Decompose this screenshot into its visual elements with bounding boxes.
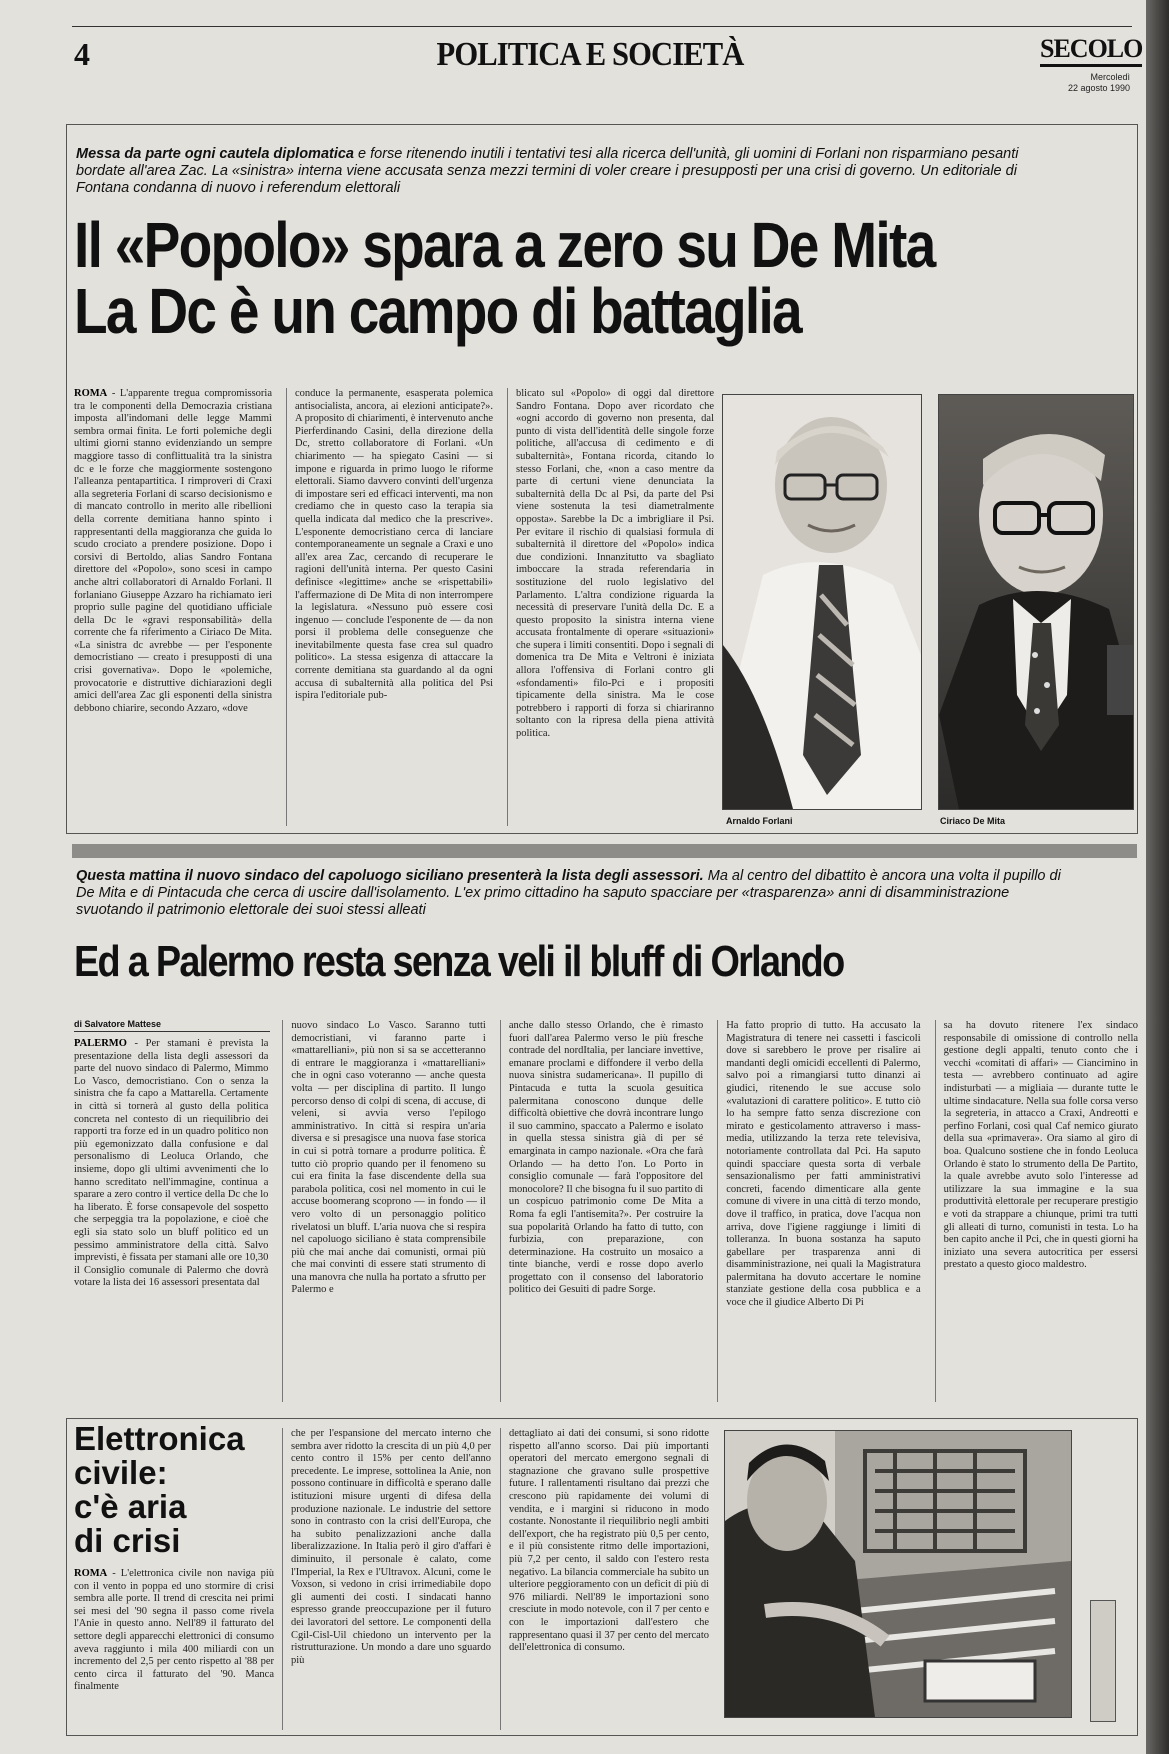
article-2-column-1-text: - Per stamani è prevista la presentazione della lista degli assessori da parte del nuovo sindaco di Palermo, Mimmo Lo Vasco, democristiano. Con o senza la sinistra che fa capo a Mattarella. Certamente in città si tornerà al gusto della politica concreta nel contesto di un riequilibrio dei rapporti tra forze ed in un quadro politico non più egemonizzato dalla confusione e dal personalismo di Leoluca Orlando, che insieme, dopo gli ultimi avvenimenti che lo hanno screditato nell'immagine, continua a sparare a zero contro il vertice della Dc che lo ha liberato. È forse consapevole del sospetto che serpeggia tra la popolazione, e cioè che egli sia stato solo un bluff politico ed un pessimo amministratore della città. Salvo imprevisti, è fissata per stamani alle ore 10,30 il Consiglio comunale di Palermo che dovrà votare la lista dei 16 assessori presentata dal (74, 1038, 269, 1289)
article-1-column-1-text: - L'apparente tregua compromissoria tra le componenti della Democrazia cristiana imposta all'indomani delle legge Mammì sembra ormai finita. Le forti polemiche degli ultimi giorni stanno evidenziando un sempre maggiore tasso di conflittualità tra la sinistra dc e le forze che maggiormente sostengono l'alleanza pentapartitica. I rimproveri di Craxi alla segreteria Forlani di scarso decisionismo e di mancato controllo in merito alle ribellioni della corrente demitiana hanno spinto i rappresentanti della maggioranza che guida lo scudo crociato a prendere posizione. Dopo i corsivi di Bertoldo, alias Sandro Fontana direttore del «Popolo», sono scesi in campo anche altri collaboratori di Arnaldo Forlani. Il forlaniano Giuseppe Azzaro ha richiamato ieri proprio sulle pagine del quotidiano ufficiale della Dc le «gravi responsabilità» della corrente che fa riferimento a Ciriaco De Mita. «La sinistra dc avrebbe — per l'esponente democristiano — creato i presupposti di una crisi governativa». Dopo le «polemiche, provocatorie e distruttive dichiarazioni degli amici dell'area Zac gli esponenti della sinistra debbono chiarire, secondo Azzaro, «dove (74, 388, 272, 714)
article-1-dateline: ROMA (74, 388, 108, 399)
article-1-kicker (76, 146, 1066, 197)
article-3-title-line-4: di crisi (74, 1522, 181, 1559)
article-2-byline: di Salvatore Mattese (74, 1019, 270, 1032)
article-3-column-1-text: - L'elettronica civile non naviga più con il vento in poppa ed uno stormire di crisi sembra alle porte. Il trend di crescita nei primi sei mesi del '90 segna il passo come rivela l'Anie in questo anno. Nell'89 il fatturato del settore degli apparecchi elettronici di consumo aveva raggiunto i mila 400 miliardi con un incremento del 2,5 per cento rispetto al '88 per cento circa il fatturato del '90. Manca finalmente (74, 1568, 274, 1693)
issue-day: 22 agosto 1990 (1067, 83, 1130, 93)
portrait-forlani-image (723, 395, 921, 809)
article-3-column-3: dettagliato ai dati dei consumi, si sono ridotte rispetto all'anno scorso. Dai più importanti operatori del mercato emergono segnali di stagnazione che gravano sulle prospettive future. I rallentamenti risultano dai prezzi che crescono più rapidamente dei volumi di vendita, e i margini si riducono in modo costante. Nonostante il riequilibrio negli ambiti dell'export, che ha registrato più 0,5 per cento, e il più consistente ritmo delle importazioni, più 7,2 per cento, il saldo con l'estero resta negativo. La bilancia commerciale ha subito un ulteriore peggioramento con un deficit di più di 976 miliardi. Nell'89 le importazioni sono cresciute in modo notevole, con il 7 per cento e con le importazioni dall'estero che rappresentano quasi il 37 per cento del mercato dell'elettronica di consumo. (500, 1428, 709, 1730)
portrait-de-mita-image (939, 395, 1133, 809)
article-2-column-2: nuovo sindaco Lo Vasco. Saranno tutti democristiani, vi faranno parte i «mattarelliani», più non si sa se accetteranno di entrare le maggioranza i «mattarelliani» che in ogni caso voteranno — anche questa volta — per disciplina di partito. Il lungo percorso denso di colpi di scena, di accuse, di veleni, si avvia verso l'epilogo amministrativo. In città si respira un'aria diversa e si presagisce una nuova fase storica in cui si potrà tornare a produrre politica. È tutto ciò proprio quando per il fenomeno su cui era finita la fase discendente della sua parabola politica, così nel momento in cui le accuse boomerang scoprono — in fondo — il vero volto di un personaggio politico rivelatosi un bluff. L'aria nuova che si respira nel capoluogo siciliano è stata comprensibile più che mai anche dai comunisti, ormai più che mai convinti di essere stati strumento di una manovra che nulla ha portato a sfrutto per Palermo e (282, 1020, 485, 1402)
page-binding-mark (1090, 1600, 1116, 1722)
masthead: SECOLO (1040, 34, 1142, 67)
article-1-headline (74, 209, 935, 347)
article-3-title-line-3: c'è aria (74, 1488, 187, 1525)
article-3-dateline: ROMA (74, 1568, 108, 1579)
article-1-headline-line-2: La Dc è un campo di battaglia (74, 275, 801, 347)
article-1-column-1 (74, 388, 272, 826)
header-rule (72, 26, 1132, 27)
issue-weekday: Mercoledì (1090, 72, 1130, 82)
article-3-column-1 (74, 1568, 274, 1730)
article-1-headline-line-1: Il «Popolo» spara a zero su De Mita (74, 209, 935, 281)
caption-de-mita: Ciriaco De Mita (940, 816, 1006, 826)
article-3-column-2: che per l'espansione del mercato interno che sembra aver ridotto la crescita di un più 4,0 per cento contro il 15% per cento dell'anno precedente. Le imprese, sottolinea la Anie, non possono continuare in difficoltà e sperano dalle istituzioni misure urgenti di difesa della produzione nazionale. Le industrie del settore sono in contrasto con la crisi dell'Europa, che ha subito penalizzazioni anche dalla liberalizzazione. In Italia però il giro d'affari è diminuito, il personale è calato, come l'Imperial, la Rex e l'Ultravox. Alcuni, come le Voxson, si vedono in crisi irrimediabile dopo gli aumenti dei costi. I sindacati hanno espresso grande preoccupazione per il futuro dei lavoratori del settore. Le componenti della Cgil-Cisl-Uil chiedono un intervento per la ristrutturazione. Un mondo a dare uno sguardo più (282, 1428, 491, 1730)
article-3-title-line-2: civile: (74, 1454, 168, 1491)
photo-ciriaco-de-mita (938, 394, 1134, 810)
article-2-column-5: sa ha dovuto ritenere l'ex sindaco responsabile di omissione di controllo nella gestione degli appalti, tenuto conto che i vecchi «comitati di affari» — Ciancimino in testa — avrebbero continuato ad agire indisturbati — a migliaia — durante tutte le ultime sindacature. Nella sua folle corsa verso la segreteria, in attacco a Craxi, Andreotti e perfino Forlani, così qual Caf nemico giurato della sua «primavera». Ora siamo al giro di boa. Qualcuno sostiene che in fondo Leoluca Orlando è stato lo strumento della De Partito, la quale avrebbe avuto solo l'interesse ad utilizzare la sua immagine e la sua produttività elettorale per recuperare prestigio e voti da strappare a chiunque, primi tra tutti gli alleati di turno, comunisti in testa. Lo ha ben capito anche il Pci, che in questi giorni ha iniziato una severa autocritica per essersi prestato a questo gioco maldestro. (935, 1020, 1138, 1402)
article-1-column-3: blicato sul «Popolo» di oggi dal direttore Sandro Fontana. Dopo aver ricordato che «ogni accordo di governo non presenta, dal punto di vista dell'identità delle singole forze politiche, all'accusa di cedimento e di subalternità», Fontana ricorda, citando lo stesso Forlani, che, «non a caso mentre da parte di certuni viene denunciata la subalternità della Dc al Psi, da parte del Psi viene sostenuta la tesi diametralmente opposta». Sarebbe la Dc a imbrigliare il Psi. Per evitare il rischio di qualsiasi formula di subalternità il direttore del «Popolo» indica due condizioni. Innanzitutto va sbagliato imboccare la strada referendaria in sostituzione del ruolo legislativo del Parlamento. L'altra condizione riguarda la necessità di preservare l'unità della Dc. E a questo proposito la sinistra interna viene accusata frontalmente di operare «situazioni» che supera i limiti consentiti. Dopo i segnali di domenica tra De Mita e Veltroni è iniziata allora l'offensiva di Forlani contro gli «sfondamenti» filo-Pci e i propositi tipicamente della sinistra. Ma le cose potrebbero i rapporti di forza si chiariranno soltanto con la ripresa della piena attività politica. (507, 388, 714, 826)
photo-arnaldo-forlani (722, 394, 922, 810)
page-number: 4 (74, 36, 90, 72)
article-2-headline: Ed a Palermo resta senza veli il bluff di Orlando (74, 937, 844, 986)
article-3-title (74, 1422, 274, 1558)
article-2-kicker-rest: Ma al centro del dibattito è ancora una volta il pupillo di De Mita e di Pintacuda che cerca di uscire dall'isolamento. L'ex primo cittadino ha saputo spacciare per «trasparenza» anni di disamministrazione svuotando il patrimonio elettorale dei suoi stessi alleati (76, 868, 1061, 918)
page-edge-shadow (1146, 0, 1169, 1754)
article-2-column-3: anche dallo stesso Orlando, che è rimasto fuori dall'area Palermo verso le più fresche contrade del nordItalia, per lanciare invettive, emanare proclami e diffondere il verbo della nuova sinistra sudamericana». Il pupillo di Pintacuda e tutta la scuola gesuitica palermitana conoscono dunque delle difficoltà obiettive che dovrà incontrare lungo il suo cammino, spaccato a Palermo e isolato in quella stessa sinistra già di per sé emarginata in campo nazionale. «Ora che farà Orlando — ha detto l'on. Lo Porto in consiglio comunale — farà l'oppositore del monocolore? Il che bisogna fu il suo partito di un cospicuo patrimonio come De Mita a Roma fa egli l'antisemita?». Per costruire la sua popolarità Orlando ha fatto di tutto, con furbizia, con preparazione, con determinazione. Ha costruito un mosaico a tinte bianche, verdi e rosse dopo averlo progettato con il consenso del laboratorio politico dei Gesuiti di padre Sorge. (500, 1020, 703, 1402)
issue-date (1068, 72, 1130, 94)
article-1-column-2: conduce la permanente, esasperata polemica antisocialista, ancora, ai elezioni anticipate?». A proposito di chiarimenti, è intervenuto anche Pierferdinando Casini, della direzione della Dc, stretto collaboratore di Forlani. «Un chiarimento — ha spiegato Casini — si impone e riguarda in primo luogo le riforme elettorali. Siamo davvero convinti dell'urgenza di impostare seri ed efficaci interventi, ma non crediamo che in questo caso la terapia sia quella indicata dal medico che la prescrive». L'esponente democristiano cerca di lanciare contemporaneamente un segnale a Craxi e uno all'ex area Zac, cercando di recuperare le ragioni dell'unità interna. Per questo Casini definisce «legittime» anche se «rispettabili» l'affermazione di De Mita di non interrompere la legislatura. «Nessuno può essere così ingenuo — conclude l'esponente de — da non porsi il problema delle conseguenze che inevitabilmente questa fase crea sul quadro politico». La stessa esigenza di attaccare la corrente demitiana sta guardando al da ogni accusa di subalternità alla politica del Psi ispira l'editoriale pub- (286, 388, 493, 826)
article-2-dateline: PALERMO (74, 1038, 127, 1049)
article-2-column-1 (74, 1038, 268, 1402)
section-title: POLITICA E SOCIETÀ (436, 36, 744, 73)
photo-electronics-factory (724, 1430, 1072, 1718)
article-2-kicker (76, 868, 1066, 919)
factory-worker-image (725, 1431, 1071, 1717)
article-2-kicker-bold: Questa mattina il nuovo sindaco del capoluogo siciliano presenterà la lista degli assessori. (76, 868, 704, 884)
caption-forlani: Arnaldo Forlani (726, 816, 793, 826)
article-1-kicker-rest: e forse ritenendo inutili i tentativi tesi alla ricerca dell'unità, gli uomini di Forlani non risparmiano pesanti bordate all'area Zac. La «sinistra» interna viene accusata senza mezzi termini di voler creare i presupposti per una crisi di governo. Un editoriale di Fontana condanna di nuovo i referendum elettorali (76, 146, 1019, 196)
section-divider (72, 844, 1137, 858)
article-1-columns (74, 388, 714, 826)
article-3-title-line-1: Elettronica (74, 1420, 245, 1457)
article-2-column-4: Ha fatto proprio di tutto. Ha accusato la Magistratura di tenere nei cassetti i fascicoli dove si sarebbero le prove per risalire ai mandanti degli omicidi eccellenti di Palermo, salvo poi a rimangiarsi tutto dinanzi ai giudici, ritenendo le sue accuse solo «valutazioni di carattere politico». E tutto ciò lo ha sempre fatto senza discrezione con mirato e gesticolamento attraverso i mass-media, utilizzando la terza rete televisiva, notoriamente controllata dal Pci. Ha saputo quindi spacciare questa sorta di verbale sensazionalismo per fatti amministrativi concreti, facendo dimenticare alla gente comune di vivere in una città di terzo mondo, dove il traffico, in pratica, dove l'acqua non arriva, dove l'igiene raggiunge i limiti di tolleranza. In buona sostanza ha saputo gabellare per trasparenza anni di disamministrazione, nei quali la Magistratura palermitana ha dovuto accertare le nomine stanziate gestione della cosa pubblica e a voce che il giudice Alberto Di Pi (717, 1020, 920, 1402)
article-1-kicker-bold: Messa da parte ogni cautela diplomatica (76, 146, 354, 162)
